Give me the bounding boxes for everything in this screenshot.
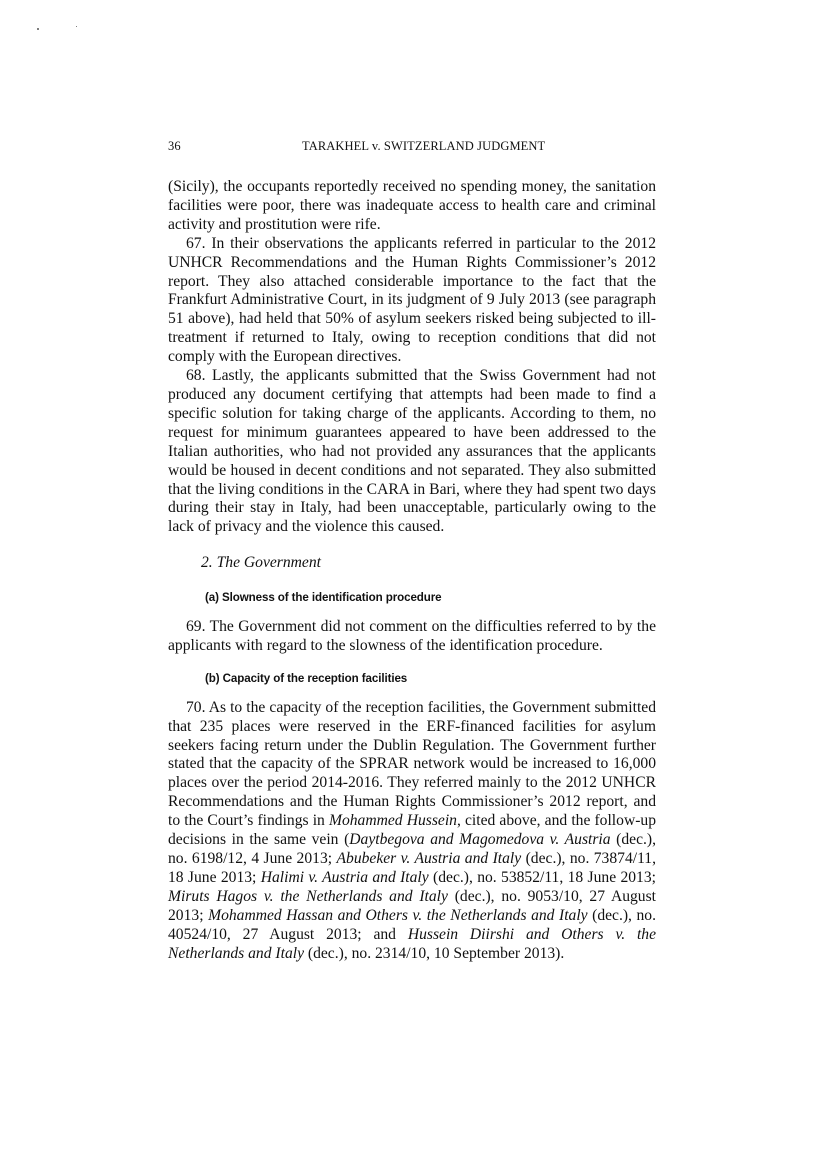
text-run: (dec.), no. 9053/10, 27 August 2013;: [168, 887, 656, 924]
case-name: Hussein Diirshi and Others v. the Netherlands and Italy: [168, 925, 657, 962]
text-run: (dec.), no. 6198/12, 4 June 2013;: [168, 831, 656, 867]
subsection-heading-a: (a) Slowness of the identification procedure: [205, 591, 442, 605]
case-name: Halimi v. Austria and Italy: [260, 868, 429, 886]
scan-speck: [76, 26, 77, 27]
section-heading: 2. The Government: [201, 554, 321, 572]
paragraph-69: 69. The Government did not comment on the difficulties referred to by the applicants with regard to the slowness of the identification procedure.: [168, 618, 656, 654]
paragraph-continuation: (Sicily), the occupants reportedly received no spending money, the sanitation facilities were poor, there was inadequate access to health care and criminal activity and prostitution were rife.: [168, 178, 656, 233]
scan-speck: [37, 28, 39, 30]
paragraph-67: 67. In their observations the applicants referred in particular to the 2012 UNHCR Recommendations and the Human Rights Commissioner’s 2012 report. They also attached considerable importance to the fact that the Frankfurt Administrative Court, in its judgment of 9 July 2013 (see paragraph 51 above), had held that 50% of asylum seekers risked being subjected to ill-treatment if returned to Italy, owing to reception conditions that did not comply with the European directives.: [168, 234, 656, 366]
case-name: Abubeker v. Austria and Italy: [336, 850, 522, 867]
page-header: [168, 139, 656, 157]
text-run: (dec.), no. 53852/11, 18 June 2013;: [428, 868, 656, 886]
text-run: (dec.), no. 40524/10, 27 August 2013; and: [168, 906, 656, 943]
paragraph-70: [168, 699, 656, 964]
text-run: , cited above, and the follow-up decisions in the same vein (: [168, 812, 656, 849]
paragraph-68: 68. Lastly, the applicants submitted that the Swiss Government had not produced any document certifying that attempts had been made to find a specific solution for taking charge of the applicants. According to them, no request for minimum guarantees appeared to have been addressed to the Italian authorities, who had not provided any assurances that the applicants would be housed in decent conditions and not separated. They also submitted that the living conditions in the CARA in Bari, where they had spent two days during their stay in Italy, had been unacceptable, particularly owing to the lack of privacy and the violence this caused.: [168, 367, 656, 536]
subsection-heading-b: (b) Capacity of the reception facilities: [205, 671, 408, 685]
case-name: Daytbegova and Magomedova v. Austria: [349, 831, 611, 849]
text-run: (dec.), no. 73874/11, 18 June 2013;: [168, 850, 656, 886]
text-run: (dec.), no. 2314/10, 10 September 2013).: [304, 944, 565, 962]
case-name: Mohammed Hussein: [328, 812, 457, 830]
page-number: 36: [168, 139, 181, 153]
document-body: [168, 178, 656, 963]
text-run: 70. As to the capacity of the reception facilities, the Government submitted that 235 places were reserved in the ERF-financed facilities for asylum seekers facing return under the Dublin Regulation. The Government further stated that the capacity of the SPRAR network would be increased to 16,000 places over the period 2014-2016. They referred mainly to the 2012 UNHCR Recommendations and the Human Rights Commissioner’s 2012 report, and to the Court’s findings in: [168, 698, 656, 830]
case-name: Miruts Hagos v. the Netherlands and Italy: [168, 887, 448, 905]
case-name: Mohammed Hassan and Others v. the Netherlands and Italy: [208, 906, 588, 924]
running-title: TARAKHEL v. SWITZERLAND JUDGMENT: [302, 139, 546, 153]
